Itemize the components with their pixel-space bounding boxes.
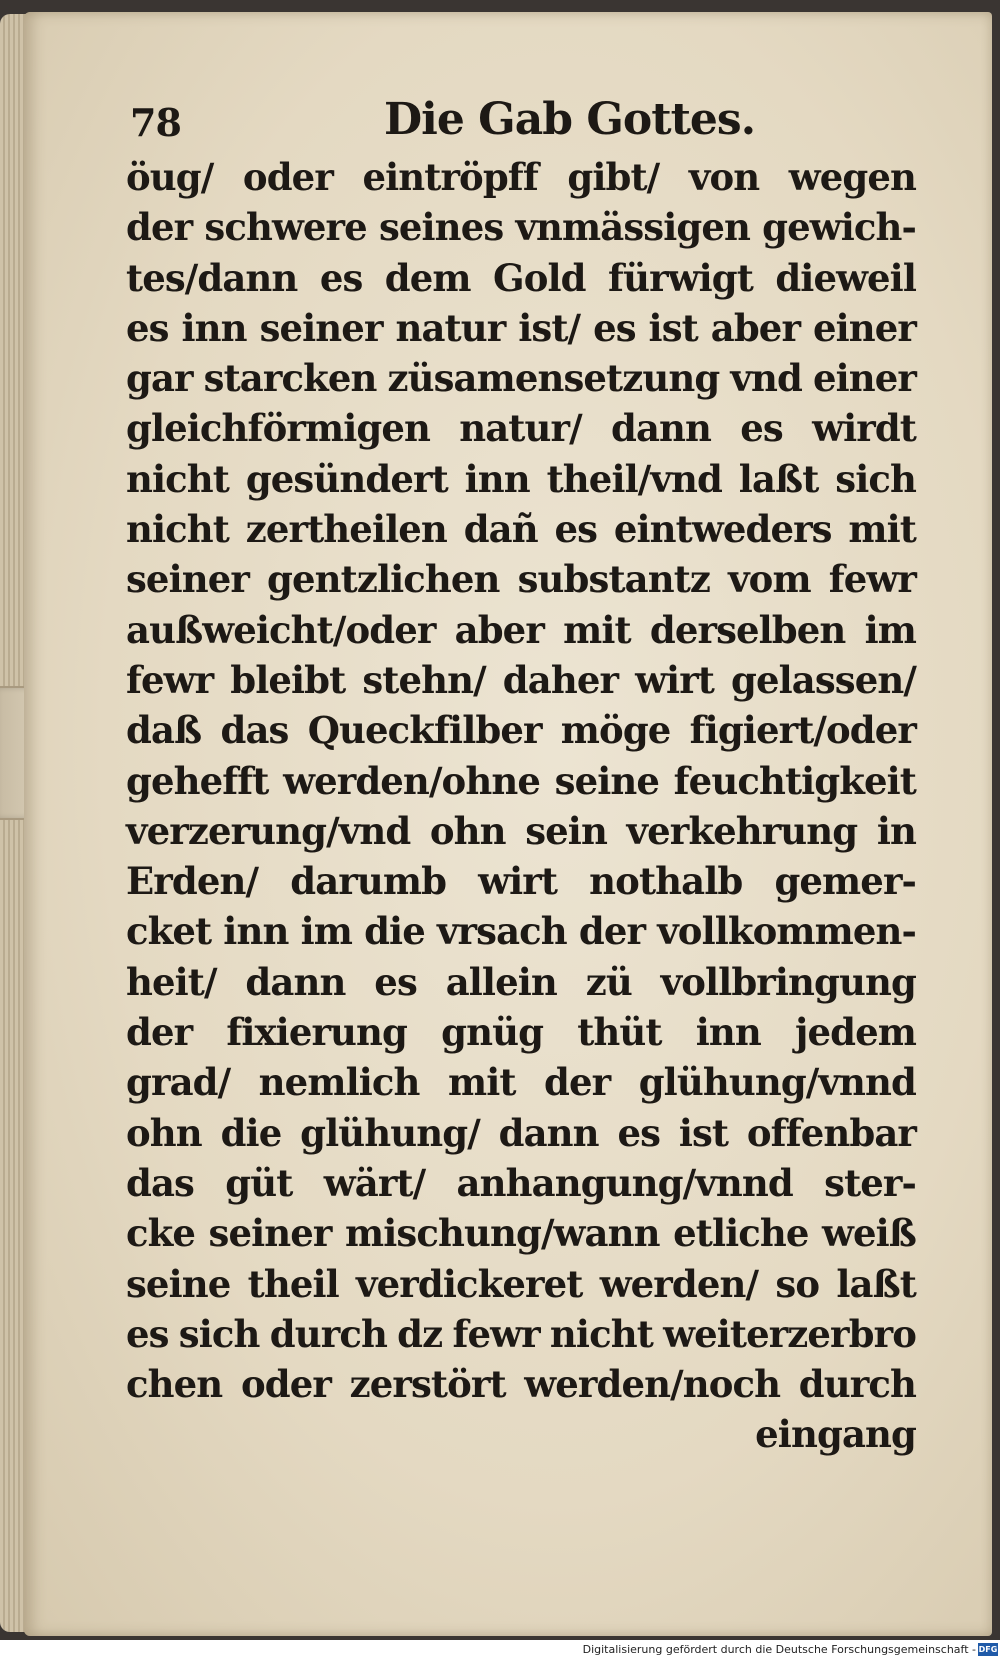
text-line: heit/ dann es allein zü vollbringung xyxy=(126,959,916,1004)
text-line: seine theil verdickeret werden/ so laßt xyxy=(126,1261,916,1306)
text-line: der fixierung gnüg thüt inn jedem xyxy=(126,1010,916,1055)
body-text xyxy=(126,152,916,1460)
text-line: außweicht/oder aber mit derselben im xyxy=(126,607,916,652)
catchword: eingang xyxy=(755,1412,916,1457)
text-line: es sich durch dz fewr nicht weiterzerbro xyxy=(126,1311,916,1356)
page-number: 78 xyxy=(130,100,181,145)
text-line: gehefft werden/ohne seine feuchtigkeit xyxy=(126,758,916,803)
text-line: fewr bleibt stehn/ daher wirt gelassen/ xyxy=(126,657,916,702)
text-line: nicht gesündert inn theil/vnd laßt sich xyxy=(126,456,916,501)
text-line: öug/ oder eintröpff gibt/ von wegen xyxy=(126,155,916,199)
dfg-logo: DFG xyxy=(978,1645,998,1654)
text-line: Erden/ darumb wirt nothalb gemer- xyxy=(126,859,916,904)
text-line: grad/ nemlich mit der glühung/vnnd xyxy=(126,1060,916,1105)
text-line: das güt wärt/ anhangung/vnnd ster- xyxy=(126,1160,916,1205)
text-line: es inn seiner natur ist/ es ist aber einer xyxy=(126,305,916,350)
text-line: chen oder zerstört werden/noch durch xyxy=(126,1362,916,1407)
text-line: der schwere seines vnmässigen gewich- xyxy=(126,205,916,250)
funding-credit: Digitalisierung gefördert durch die Deutsche Forschungsgemeinschaft - xyxy=(582,1643,976,1656)
text-line: gar starcken züsamensetzung vnd einer xyxy=(126,356,916,401)
running-head xyxy=(126,94,916,144)
text-line: gleichförmigen natur/ dann es wirdt xyxy=(126,406,916,451)
text-line: daß das Queckfilber möge figiert/oder xyxy=(126,708,916,753)
text-line: cket inn im die vrsach der vollkommen- xyxy=(126,909,916,954)
text-line: tes/dann es dem Gold fürwigt dieweil xyxy=(126,255,916,300)
text-line: cke seiner mischung/wann etliche weiß xyxy=(126,1211,916,1256)
text-line: ohn die glühung/ dann es ist offenbar xyxy=(126,1110,916,1155)
text-line: nicht zertheilen dañ es eintweders mit xyxy=(126,507,916,552)
page-header: Die Gab Gottes. xyxy=(384,94,756,145)
text-line: seiner gentzlichen substantz vom fewr xyxy=(126,557,916,602)
text-line: verzerung/vnd ohn sein verkehrung in xyxy=(126,808,916,853)
